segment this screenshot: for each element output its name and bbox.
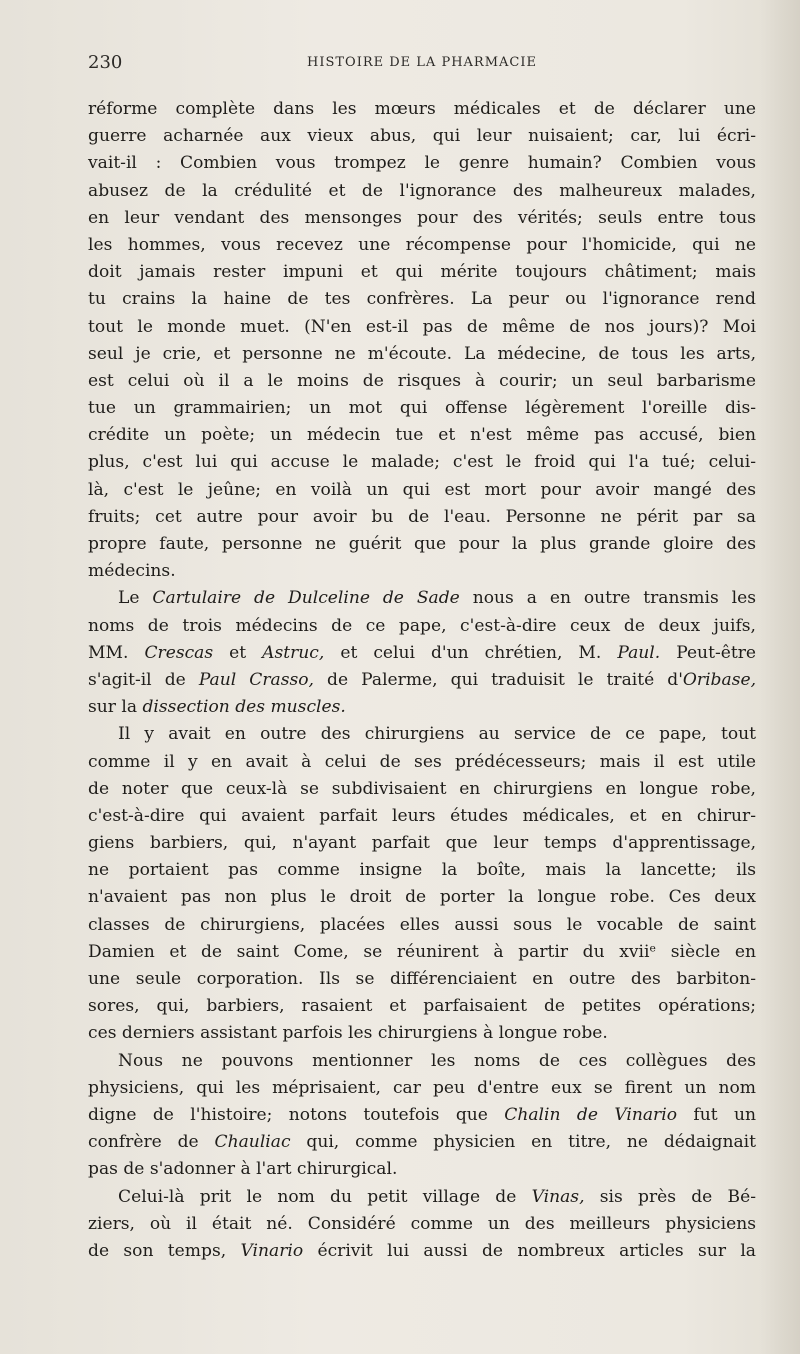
text-line (88, 96, 756, 123)
text-line (88, 1184, 756, 1211)
text-line (88, 966, 756, 993)
text-span: vait-il : Combien vous trompez le genre humain? Combien vous (88, 153, 756, 174)
text-line (88, 830, 756, 857)
text-span: doit jamais rester impuni et qui mérite toujours châtiment; mais (88, 262, 756, 283)
text-line (88, 286, 756, 313)
text-line (88, 721, 756, 748)
italic-text: dissection des muscles. (142, 697, 346, 718)
text-line (88, 422, 756, 449)
text-line (88, 1048, 756, 1075)
body-text (88, 96, 756, 1265)
text-line (88, 694, 756, 721)
text-line (88, 368, 756, 395)
text-line (88, 776, 756, 803)
text-span: comme il y en avait à celui de ses prédécesseurs; mais il est utile (88, 751, 756, 772)
text-line (88, 178, 756, 205)
text-line (88, 395, 756, 422)
text-span: écrivit lui aussi de nombreux articles sur la (303, 1240, 756, 1261)
text-line (88, 1129, 756, 1156)
text-span: médecins. (88, 561, 176, 582)
text-span: de Palerme, qui traduisit le traité d' (313, 669, 683, 690)
italic-text: Cartulaire de Dulceline de Sade (152, 588, 460, 609)
text-span: Nous ne pouvons mentionner les noms de ces collègues des (118, 1050, 756, 1071)
text-span: nous a en outre transmis les (459, 588, 756, 609)
text-line (88, 667, 756, 694)
italic-text: Chauliac (214, 1132, 291, 1153)
text-span: physiciens, qui les méprisaient, car peu d'entre eux se firent un nom (88, 1077, 756, 1098)
text-span: abusez de la crédulité et de l'ignorance des malheureux malades, (88, 180, 756, 201)
text-line (88, 531, 756, 558)
text-line (88, 749, 756, 776)
text-span: ziers, où il était né. Considéré comme un des meilleurs physiciens (88, 1213, 756, 1234)
text-line (88, 341, 756, 368)
text-span: c'est-à-dire qui avaient parfait leurs études médicales, et en chirur- (88, 805, 756, 826)
text-line (88, 150, 756, 177)
text-span: n'avaient pas non plus le droit de porter la longue robe. Ces deux (88, 887, 756, 908)
text-span: qui, comme physicien en titre, ne dédaignait (290, 1132, 757, 1153)
text-span: et (213, 642, 263, 663)
text-span: noms de trois médecins de ce pape, c'est-à-dire ceux de deux juifs, (88, 615, 756, 636)
text-line (88, 884, 756, 911)
text-span: de son temps, (88, 1240, 241, 1261)
text-span: et celui d'un chrétien, M. (324, 642, 618, 663)
text-span: crédite un poète; un médecin tue et n'est même pas accusé, bien (88, 425, 756, 446)
text-line (88, 205, 756, 232)
text-line (88, 314, 756, 341)
text-span: une seule corporation. Ils se différenciaient en outre des barbiton- (88, 969, 756, 989)
text-line (88, 504, 756, 531)
text-span: Damien et de saint Come, se réunirent à partir du xviiᵉ siècle en (88, 941, 756, 962)
text-line (88, 1211, 756, 1238)
italic-text: Astruc, (262, 642, 325, 663)
text-span: tout le monde muet. (N'en est-il pas de même de nos jours)? Moi (88, 316, 756, 337)
italic-text: Vinario (240, 1240, 304, 1261)
text-span: confrère de (88, 1132, 215, 1153)
italic-text: Crescas (144, 642, 214, 663)
text-line (88, 232, 756, 259)
text-line (88, 1238, 756, 1265)
text-span: digne de l'histoire; notons toutefois que (88, 1104, 505, 1125)
text-line (88, 1075, 756, 1102)
text-span: en leur vendant des mensonges pour des vérités; seuls entre tous (88, 207, 756, 228)
text-span: sores, qui, barbiers, rasaient et parfaisaient de petites opérations; (88, 996, 756, 1017)
text-line (88, 640, 756, 667)
text-span: Celui-là prit le nom du petit village de (118, 1186, 532, 1207)
text-line (88, 1102, 756, 1129)
text-span: les hommes, vous recevez une récompense pour l'homicide, qui ne (88, 234, 756, 255)
text-span: Peut-être (660, 642, 756, 663)
text-span: plus, c'est lui qui accuse le malade; c'est le froid qui l'a tué; celui- (88, 452, 756, 473)
text-span: tu crains la haine de tes confrères. La peur ou l'ignorance rend (88, 289, 756, 310)
text-line (88, 259, 756, 286)
running-title: HISTOIRE DE LA PHARMACIE (307, 55, 537, 70)
text-line (88, 1156, 756, 1183)
text-span: Il y avait en outre des chirurgiens au service de ce pape, tout (118, 724, 756, 745)
text-span: propre faute, personne ne guérit que pour la plus grande gloire des (88, 534, 756, 554)
text-span: sur la (88, 697, 143, 718)
text-line (88, 449, 756, 476)
text-line (88, 993, 756, 1020)
text-span: pas de s'adonner à l'art chirurgical. (88, 1159, 398, 1180)
text-span: est celui où il a le moins de risques à courir; un seul barbarisme (88, 370, 756, 391)
text-span: de noter que ceux-là se subdivisaient en chirurgiens en longue robe, (88, 778, 756, 799)
italic-text: Oribase, (682, 669, 757, 690)
text-span: réforme complète dans les mœurs médicales et de déclarer une (88, 99, 756, 119)
page-header (88, 52, 756, 76)
text-line (88, 1020, 756, 1047)
text-line (88, 558, 756, 585)
text-span: guerre acharnée aux vieux abus, qui leur nuisaient; car, lui écri- (88, 126, 756, 147)
text-line (88, 939, 756, 966)
text-span: classes de chirurgiens, placées elles aussi sous le vocable de saint (88, 914, 756, 935)
italic-text: Chalin de Vinario (504, 1104, 677, 1125)
text-line (88, 912, 756, 939)
text-line (88, 857, 756, 884)
text-span: giens barbiers, qui, n'ayant parfait que leur temps d'apprentissage, (88, 833, 756, 854)
text-span: sis près de Bé- (584, 1186, 756, 1207)
text-span: là, c'est le jeûne; en voilà un qui est mort pour avoir mangé des (88, 479, 756, 500)
text-span: ces derniers assistant parfois les chirurgiens à longue robe. (88, 1023, 608, 1044)
text-line (88, 585, 756, 612)
page-edge-shadow (760, 0, 800, 1354)
page-number: 230 (88, 52, 123, 73)
text-span: s'agit-il de (88, 669, 199, 690)
text-line (88, 613, 756, 640)
text-line (88, 477, 756, 504)
text-span: seul je crie, et personne ne m'écoute. La médecine, de tous les arts, (88, 343, 756, 364)
text-span: tue un grammairien; un mot qui offense légèrement l'oreille dis- (88, 398, 756, 419)
text-span: fruits; cet autre pour avoir bu de l'eau. Personne ne périt par sa (88, 506, 756, 527)
italic-text: Vinas, (531, 1186, 585, 1207)
text-span: ne portaient pas comme insigne la boîte, mais la lancette; ils (88, 860, 756, 881)
text-span: MM. (88, 642, 145, 663)
italic-text: Paul. (617, 642, 661, 663)
text-line (88, 803, 756, 830)
italic-text: Paul Crasso, (198, 669, 314, 690)
text-span: fut un (676, 1104, 756, 1125)
text-line (88, 123, 756, 150)
text-span: Le (118, 588, 153, 609)
